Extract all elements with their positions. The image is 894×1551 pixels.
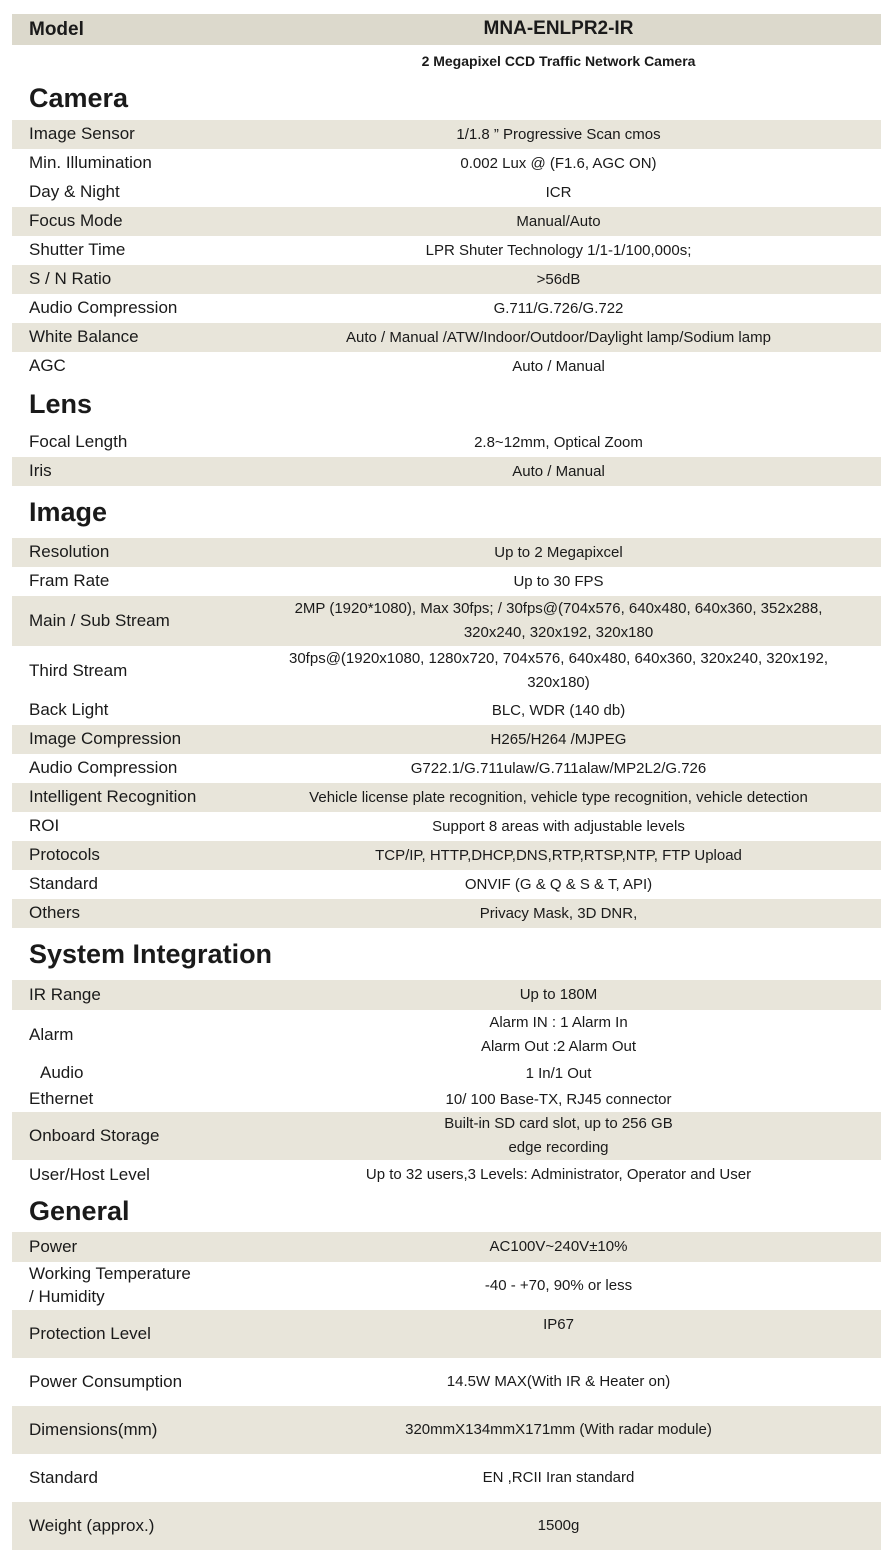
row-label: Image Sensor (29, 124, 135, 144)
row-label: AGC (29, 356, 66, 376)
row-label: Others (29, 903, 81, 923)
table-row (12, 428, 881, 457)
row-value: G722.1/G.711ulaw/G.711alaw/MP2L2/G.726 (410, 759, 707, 777)
row-label: Shutter Time (29, 240, 126, 260)
row-label: Iris (29, 461, 52, 481)
table-row (12, 1358, 881, 1406)
row-value: 2.8~12mm, Optical Zoom (474, 433, 643, 451)
row-label: Resolution (29, 542, 110, 562)
row-label: Ethernet (29, 1089, 94, 1109)
table-row (12, 236, 881, 265)
section-title-image: Image (29, 496, 108, 527)
table-row (12, 207, 881, 236)
row-label: Standard (29, 874, 98, 894)
table-row (12, 596, 881, 646)
table-row (12, 812, 881, 841)
row-value: 1500g (537, 1517, 580, 1534)
row-label: IR Range (29, 984, 101, 1004)
table-row (12, 120, 881, 149)
table-row (12, 754, 881, 783)
table-row (12, 841, 881, 870)
row-label: Day & Night (29, 182, 120, 202)
table-row (12, 178, 881, 207)
table-row (12, 783, 881, 812)
section-title-general: General (29, 1195, 130, 1226)
row-label: Power Consumption (29, 1371, 183, 1391)
section-title-lens: Lens (29, 389, 93, 419)
spec-sheet (12, 14, 881, 1550)
row-label: Focus Mode (29, 211, 123, 231)
row-label: Image Compression (29, 729, 182, 749)
row-value: IP67 (543, 1316, 574, 1333)
table-row (12, 323, 881, 352)
table-row (12, 1010, 881, 1060)
model-header-row (12, 14, 881, 45)
row-value: -40 - +70, 90% or less (484, 1277, 633, 1294)
row-label: Main / Sub Stream (29, 610, 170, 630)
row-value: 320mmX134mmX171mm (With radar module) (405, 1421, 712, 1438)
row-label: White Balance (29, 327, 139, 347)
row-value: Vehicle license plate recognition, vehicle type recognition, vehicle detection (309, 788, 808, 806)
row-value-line2: 320x180) (527, 674, 590, 691)
row-value: Support 8 areas with adjustable levels (432, 817, 685, 835)
row-label: Weight (approx.) (29, 1515, 155, 1535)
row-label: Focal Length (29, 432, 128, 452)
model-label: Model (29, 18, 84, 40)
row-value: BLC, WDR (140 db) (491, 701, 626, 719)
row-value: AC100V~240V±10% (489, 1238, 628, 1255)
row-label: Back Light (29, 700, 109, 720)
table-row (12, 149, 881, 178)
row-value: Alarm IN : 1 Alarm In (489, 1014, 628, 1031)
row-value: Up to 32 users,3 Levels: Administrator, Operator and User (365, 1166, 752, 1183)
table-row (12, 352, 881, 381)
table-row (12, 1232, 881, 1262)
row-label: Standard (29, 1467, 98, 1487)
table-row (12, 1406, 881, 1454)
row-value: 2MP (1920*1080), Max 30fps; / 30fps@(704x576, 640x480, 640x360, 352x288, (294, 600, 823, 617)
table-row (12, 1262, 881, 1310)
row-label: Third Stream (29, 660, 128, 680)
row-value: Auto / Manual /ATW/Indoor/Outdoor/Daylight lamp/Sodium lamp (346, 328, 771, 346)
row-label: Onboard Storage (29, 1125, 160, 1145)
row-label: Audio Compression (29, 298, 178, 318)
row-value: G.711/G.726/G.722 (493, 299, 624, 317)
row-value: ONVIF (G & Q & S & T, API) (464, 875, 653, 893)
row-label: ROI (29, 816, 60, 836)
row-label: User/Host Level (29, 1164, 150, 1184)
row-value: EN ,RCII Iran standard (482, 1469, 635, 1486)
subtitle-row (12, 45, 881, 77)
table-row (12, 567, 881, 596)
row-label: Power (29, 1236, 78, 1256)
row-value-line2: edge recording (508, 1139, 609, 1156)
table-row (12, 1060, 881, 1087)
table-row (12, 1502, 881, 1550)
row-value: 0.002 Lux @ (F1.6, AGC ON) (460, 154, 657, 172)
row-value: Auto / Manual (512, 357, 605, 375)
row-label: Dimensions(mm) (29, 1419, 158, 1439)
table-row (12, 457, 881, 486)
row-value-line2: Alarm Out :2 Alarm Out (480, 1038, 637, 1055)
row-value: TCP/IP, HTTP,DHCP,DNS,RTP,RTSP,NTP, FTP Upload (375, 846, 742, 864)
row-label-line2: / Humidity (29, 1287, 105, 1306)
row-value: LPR Shuter Technology 1/1-1/100,000s; (425, 241, 692, 259)
row-value: Manual/Auto (516, 212, 601, 230)
row-value: 14.5W MAX(With IR & Heater on) (446, 1373, 671, 1390)
table-row (12, 980, 881, 1010)
table-row (12, 1112, 881, 1160)
row-value: >56dB (536, 270, 581, 288)
row-value-line2: 320x240, 320x192, 320x180 (463, 624, 654, 641)
row-value: 10/ 100 Base-TX, RJ45 connector (445, 1090, 672, 1108)
row-value: 1/1.8 ” Progressive Scan cmos (456, 125, 661, 143)
row-value: 1 In/1 Out (525, 1064, 592, 1082)
model-value: MNA-ENLPR2-IR (483, 18, 634, 40)
row-value: Up to 180M (519, 986, 598, 1003)
section-title-system-integration: System Integration (29, 938, 273, 969)
row-label: Audio (40, 1063, 84, 1083)
row-value: Up to 2 Megapixcel (494, 543, 623, 561)
table-row (12, 870, 881, 899)
row-label: Audio Compression (29, 758, 178, 778)
row-value: H265/H264 /MJPEG (490, 730, 627, 748)
table-row (12, 538, 881, 567)
table-row (12, 899, 881, 928)
table-row (12, 265, 881, 294)
row-value: ICR (545, 183, 572, 201)
row-label: Protection Level (29, 1323, 151, 1343)
row-value: Auto / Manual (512, 462, 605, 480)
section-title-camera: Camera (29, 83, 129, 113)
row-value: Privacy Mask, 3D DNR, (479, 904, 638, 922)
table-row (12, 294, 881, 323)
table-row (12, 1310, 881, 1358)
table-row (12, 725, 881, 754)
table-row (12, 1087, 881, 1112)
row-label: S / N Ratio (29, 269, 112, 289)
row-label: Alarm (29, 1024, 74, 1044)
row-value: Up to 30 FPS (513, 572, 604, 590)
table-row (12, 1454, 881, 1502)
row-label: Protocols (29, 845, 100, 865)
table-row (12, 696, 881, 725)
table-row (12, 1160, 881, 1190)
table-row (12, 646, 881, 696)
row-label: Intelligent Recognition (29, 787, 197, 807)
product-subtitle: 2 Megapixel CCD Traffic Network Camera (421, 52, 696, 69)
row-label: Fram Rate (29, 571, 110, 591)
row-value: 30fps@(1920x1080, 1280x720, 704x576, 640x480, 640x360, 320x240, 320x192, (289, 650, 828, 667)
row-label: Working Temperature (29, 1264, 191, 1284)
row-value: Built-in SD card slot, up to 256 GB (444, 1115, 673, 1132)
row-label: Min. Illumination (29, 153, 152, 173)
